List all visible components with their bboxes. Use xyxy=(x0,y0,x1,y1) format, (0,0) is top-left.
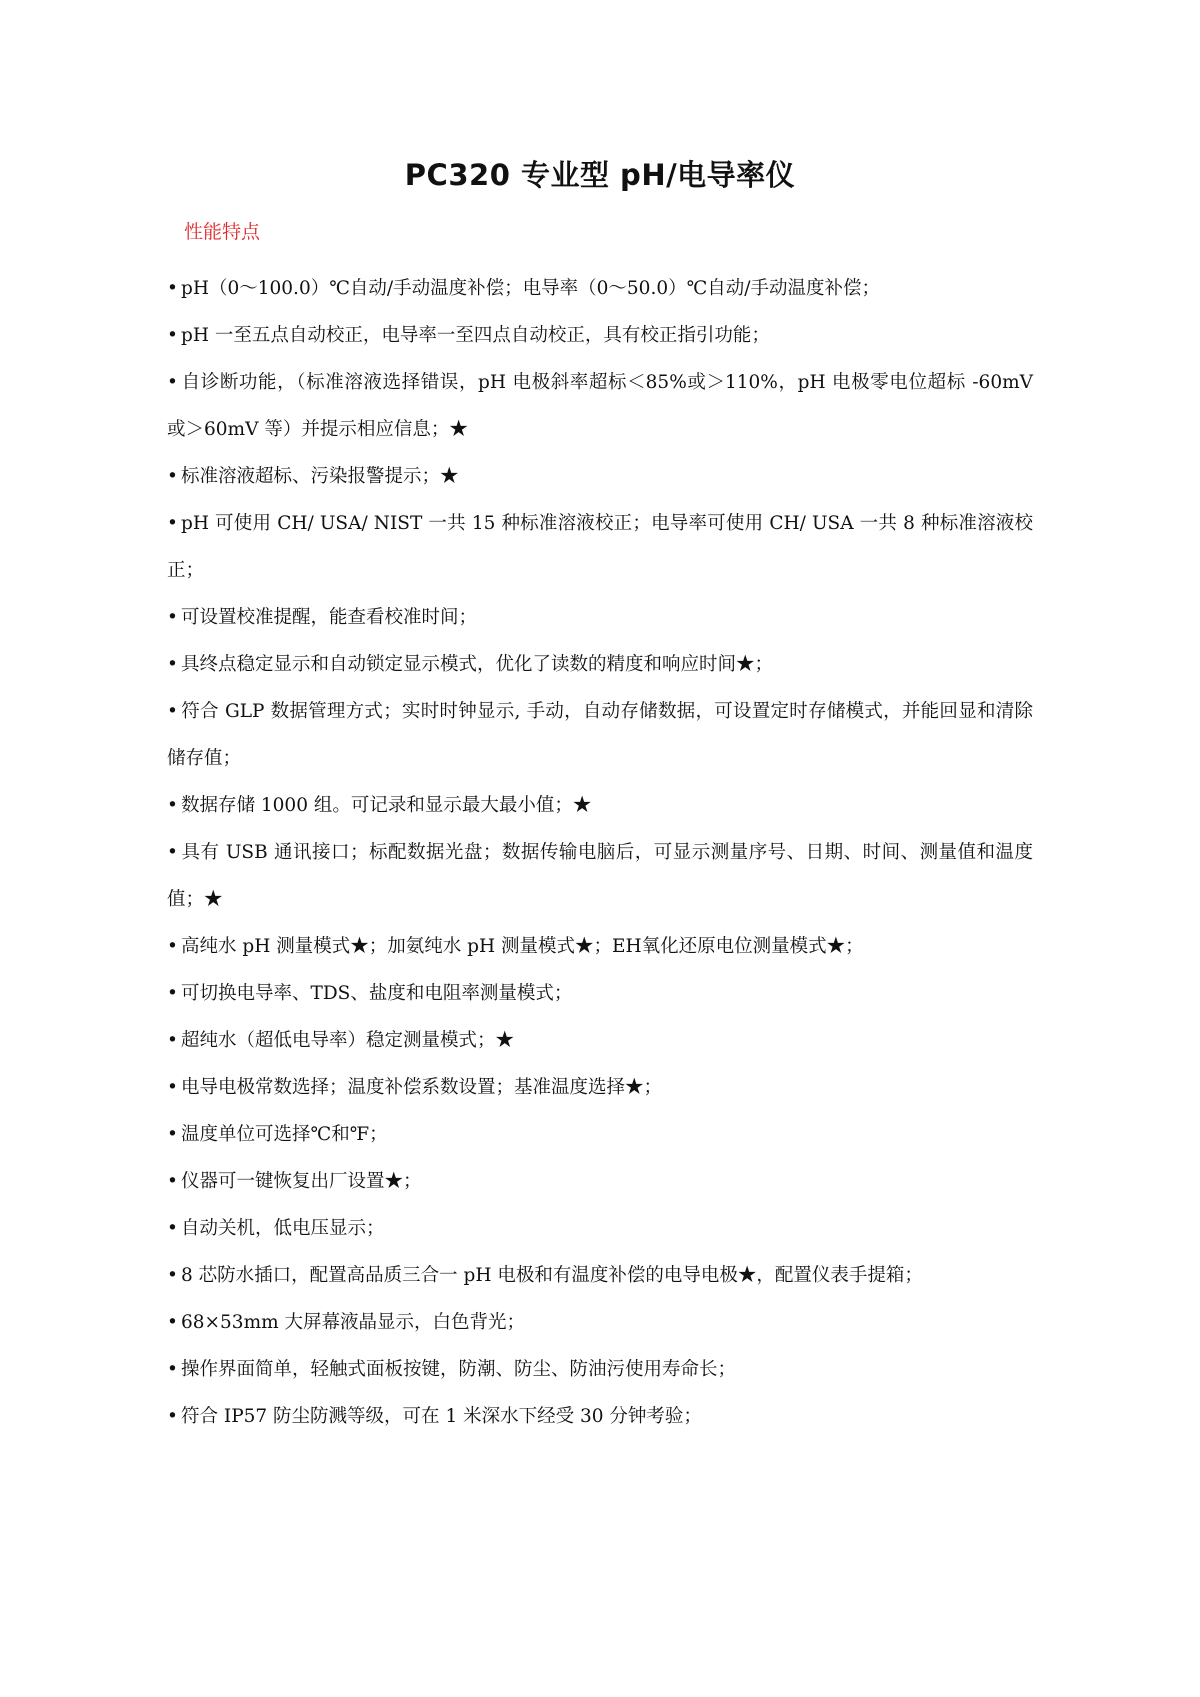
bullet-icon: • xyxy=(167,607,178,628)
bullet-icon: • xyxy=(167,1124,178,1145)
feature-text: pH（0～100.0）℃自动/手动温度补偿；电导率（0～50.0）℃自动/手动温度补偿； xyxy=(181,278,881,299)
feature-item xyxy=(167,1111,1033,1158)
bullet-icon: • xyxy=(167,325,178,346)
feature-text: 标准溶液超标、污染报警提示；★ xyxy=(181,466,459,487)
bullet-icon: • xyxy=(167,936,178,957)
bullet-icon: • xyxy=(167,1312,178,1333)
bullet-icon: • xyxy=(167,795,178,816)
feature-item xyxy=(167,453,1033,500)
feature-text: 仪器可一键恢复出厂设置★； xyxy=(181,1171,422,1192)
feature-list xyxy=(167,265,1033,1440)
bullet-icon: • xyxy=(167,1077,178,1098)
feature-text: 可切换电导率、TDS、盐度和电阻率测量模式； xyxy=(181,983,573,1004)
feature-item xyxy=(167,1064,1033,1111)
feature-item xyxy=(167,359,1033,453)
feature-text: pH 可使用 CH/ USA/ NIST 一共 15 种标准溶液校正；电导率可使用 CH/ USA 一共 8 种标准溶液校正； xyxy=(167,513,1033,581)
feature-item xyxy=(167,923,1033,970)
feature-item xyxy=(167,829,1033,923)
feature-item xyxy=(167,1299,1033,1346)
feature-text: 68×53mm 大屏幕液晶显示，白色背光； xyxy=(181,1312,526,1333)
section-heading: 性能特点 xyxy=(184,221,261,243)
bullet-icon: • xyxy=(167,1359,178,1380)
bullet-icon: • xyxy=(167,372,178,393)
feature-item xyxy=(167,782,1033,829)
page-title: PC320 专业型 pH/电导率仪 xyxy=(404,158,796,192)
bullet-icon: • xyxy=(167,1218,178,1239)
feature-item xyxy=(167,641,1033,688)
feature-item xyxy=(167,1017,1033,1064)
feature-item xyxy=(167,265,1033,312)
feature-text: 具有 USB 通讯接口；标配数据光盘；数据传输电脑后，可显示测量序号、日期、时间、测量值和温度值；★ xyxy=(167,842,1033,910)
bullet-icon: • xyxy=(167,1171,178,1192)
feature-item xyxy=(167,594,1033,641)
bullet-icon: • xyxy=(167,1406,178,1427)
bullet-icon: • xyxy=(167,983,178,1004)
feature-item xyxy=(167,1346,1033,1393)
feature-text: 自诊断功能，（标准溶液选择错误，pH 电极斜率超标＜85%或＞110%，pH 电极零电位超标 -60mV 或＞60mV 等）并提示相应信息；★ xyxy=(167,372,1033,440)
bullet-icon: • xyxy=(167,654,178,675)
feature-text: 具终点稳定显示和自动锁定显示模式，优化了读数的精度和响应时间★； xyxy=(181,654,774,675)
feature-text: 数据存储 1000 组。可记录和显示最大最小值；★ xyxy=(181,795,592,816)
feature-item xyxy=(167,688,1033,782)
bullet-icon: • xyxy=(167,1265,178,1286)
feature-item xyxy=(167,1252,1033,1299)
feature-item xyxy=(167,1393,1033,1440)
bullet-icon: • xyxy=(167,466,178,487)
feature-text: 8 芯防水插口，配置高品质三合一 pH 电极和有温度补偿的电导电极★，配置仪表手提箱； xyxy=(181,1265,923,1286)
feature-text: 自动关机，低电压显示； xyxy=(181,1218,385,1239)
feature-text: 符合 IP57 防尘防溅等级，可在 1 米深水下经受 30 分钟考验； xyxy=(181,1406,702,1427)
feature-text: 符合 GLP 数据管理方式；实时时钟显示, 手动，自动存储数据，可设置定时存储模式，并能回显和清除储存值； xyxy=(167,701,1033,769)
feature-item xyxy=(167,1158,1033,1205)
feature-item xyxy=(167,500,1033,594)
bullet-icon: • xyxy=(167,1030,178,1051)
feature-item xyxy=(167,312,1033,359)
feature-item xyxy=(167,1205,1033,1252)
feature-text: 操作界面简单，轻触式面板按键，防潮、防尘、防油污使用寿命长； xyxy=(181,1359,737,1380)
feature-text: 可设置校准提醒，能查看校准时间； xyxy=(181,607,478,628)
feature-item xyxy=(167,970,1033,1017)
bullet-icon: • xyxy=(167,513,178,534)
feature-text: 高纯水 pH 测量模式★；加氨纯水 pH 测量模式★；EH氧化还原电位测量模式★； xyxy=(181,936,864,957)
feature-text: pH 一至五点自动校正，电导率一至四点自动校正，具有校正指引功能； xyxy=(181,325,770,346)
feature-text: 超纯水（超低电导率）稳定测量模式；★ xyxy=(181,1030,515,1051)
bullet-icon: • xyxy=(167,842,178,863)
feature-text: 电导电极常数选择；温度补偿系数设置；基准温度选择★； xyxy=(181,1077,663,1098)
feature-text: 温度单位可选择℃和℉； xyxy=(181,1124,388,1145)
bullet-icon: • xyxy=(167,701,178,722)
bullet-icon: • xyxy=(167,278,178,299)
